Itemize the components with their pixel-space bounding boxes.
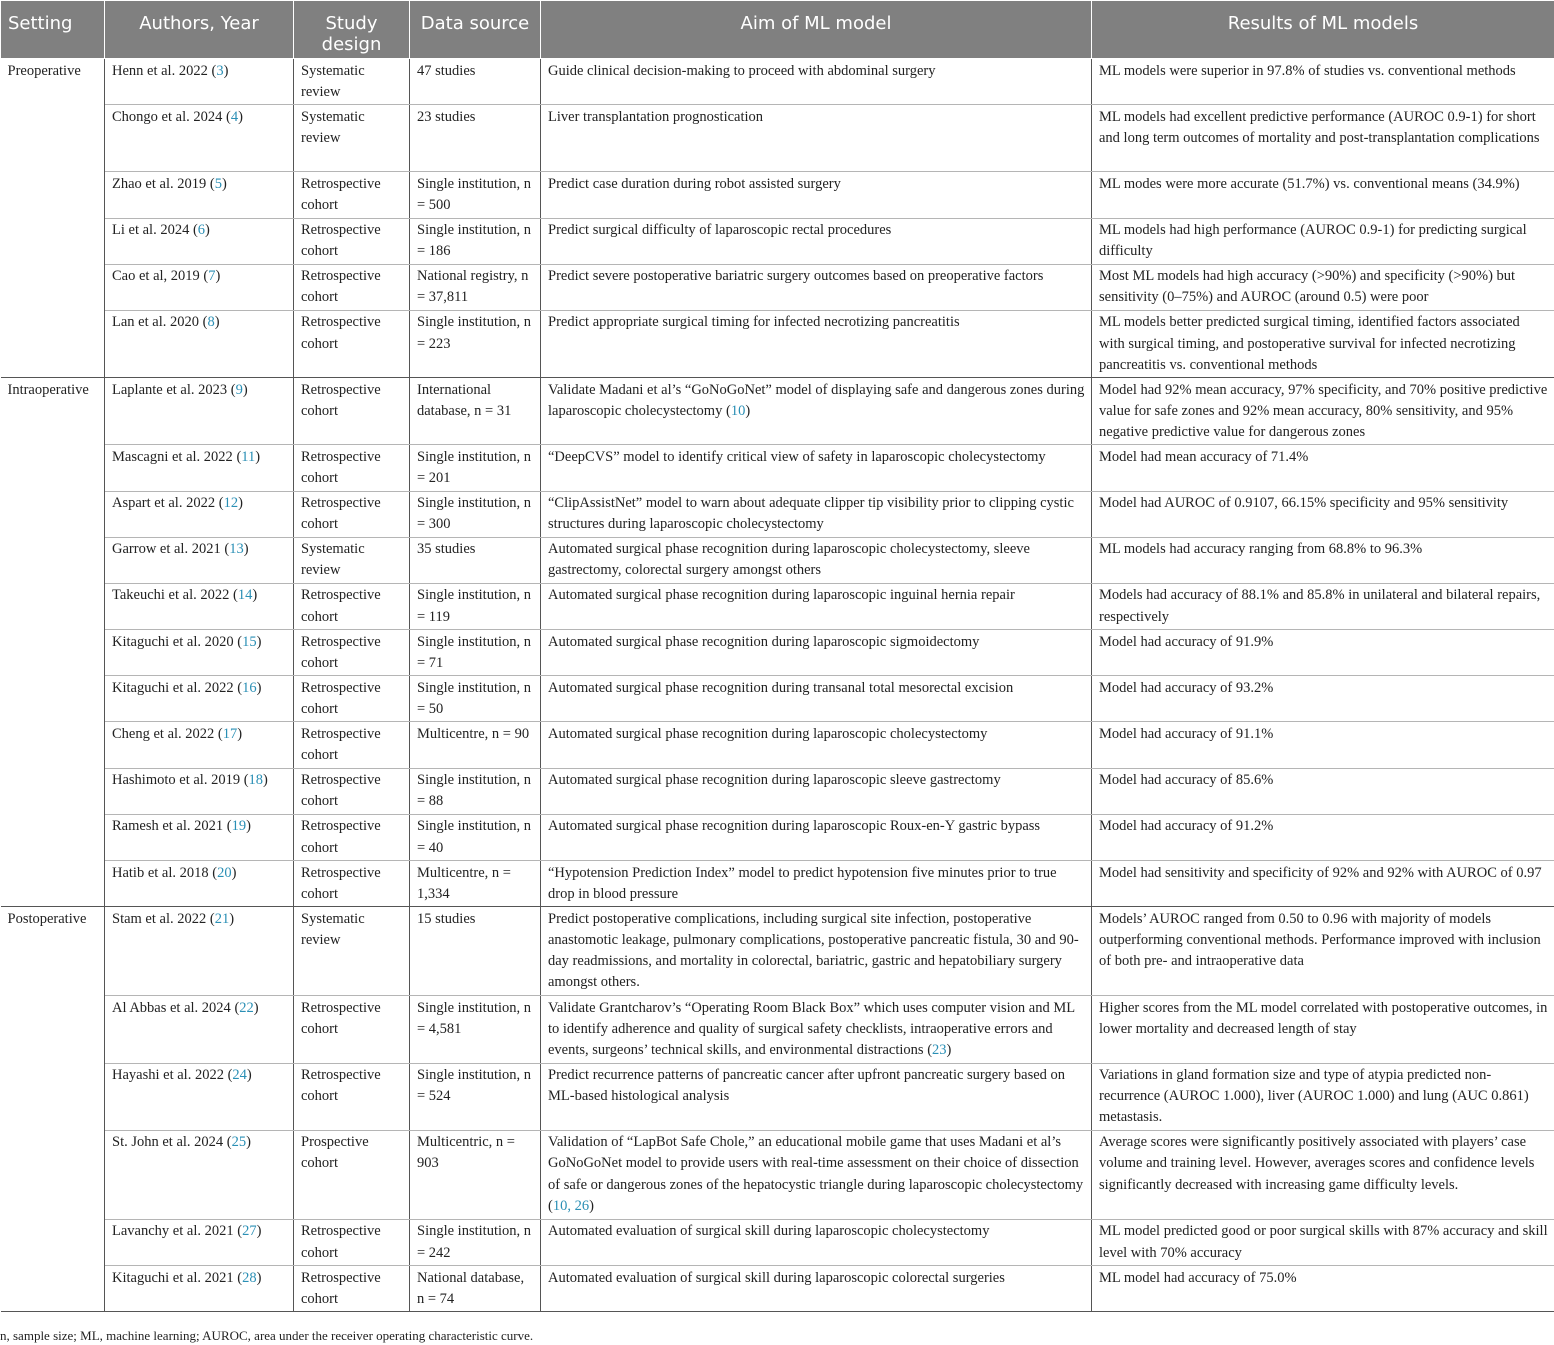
study-design-cell — [294, 264, 410, 310]
aim-text: Validate Grantcharov’s “Operating Room Black Box” which uses computer vision and ML to identify adherence and quality of surgical safety checklists, intraoperative errors and events, surgeons’ technical skills, and environmental distractions — [548, 999, 1075, 1059]
author-text: St. John et al. 2024 — [112, 1134, 224, 1151]
reference-link[interactable]: 9 — [235, 381, 243, 398]
data-source-cell — [410, 1219, 541, 1265]
table-row — [1, 583, 1554, 629]
aim-text: Validation of “LapBot Safe Chole,” an educational mobile game that uses Madani et al’s GoNoGoNet model to provide users with real-time assessment on their choice of dissection of safe or dangerous zones of the hepatocystic triangle during laparoscopic cholecystectomy — [548, 1134, 1084, 1193]
reference-link[interactable]: 3 — [216, 62, 224, 79]
aim-text: Automated surgical phase recognition during laparoscopic cholecystectomy — [548, 725, 988, 742]
authors-cell: Al Abbas et al. 2024 (22) — [105, 996, 294, 1063]
authors-cell: Kitaguchi et al. 2022 (16) — [105, 676, 294, 722]
table-row — [1, 861, 1554, 907]
data-source-text: Single institution, n = 50 — [417, 679, 531, 717]
study-design-text: Systematic review — [301, 910, 365, 948]
study-design-text: Retrospective cohort — [301, 495, 381, 533]
table-row — [1, 768, 1554, 814]
authors-cell: Lavanchy et al. 2021 (27) — [105, 1219, 294, 1265]
reference-link[interactable]: 27 — [242, 1223, 257, 1240]
authors-cell: Kitaguchi et al. 2021 (28) — [105, 1266, 294, 1312]
reference-link[interactable]: 25 — [231, 1134, 247, 1151]
reference-link[interactable]: 7 — [208, 268, 216, 285]
results-text: Model had accuracy of 91.2% — [1099, 818, 1274, 835]
author-text: Cao et al, 2019 — [112, 268, 200, 285]
study-design-text: Retrospective cohort — [301, 381, 381, 419]
data-source-cell — [410, 583, 541, 629]
aim-text: Predict case duration during robot assisted surgery — [548, 175, 841, 192]
study-design-cell — [294, 378, 410, 445]
results-text: Models had accuracy of 88.1% and 85.8% in unilateral and bilateral repairs, respectively — [1099, 587, 1541, 625]
aim-text: Automated surgical phase recognition during transanal total mesorectal excision — [548, 679, 1014, 696]
aim-cell — [541, 445, 1092, 491]
data-source-cell — [410, 676, 541, 722]
results-cell — [1092, 264, 1554, 310]
results-text: Average scores were significantly positively associated with players’ case volume and training level. However, averages scores and confidence levels significantly decreased with increasing game difficulty levels. — [1099, 1134, 1535, 1193]
table-body — [1, 59, 1554, 1312]
author-text: Stam et al. 2022 — [112, 910, 207, 927]
study-design-cell — [294, 583, 410, 629]
setting-cell — [1, 378, 105, 907]
aim-text: Guide clinical decision-making to proceed with abdominal surgery — [548, 62, 936, 79]
data-source-cell — [410, 814, 541, 860]
author-text: Chongo et al. 2024 — [112, 108, 223, 125]
author-text: Takeuchi et al. 2022 — [112, 587, 230, 604]
aim-cell — [541, 310, 1092, 377]
results-text: Model had accuracy of 93.2% — [1099, 679, 1274, 696]
author-text: Hayashi et al. 2022 — [112, 1067, 224, 1084]
aim-reference-link[interactable]: 10, 26 — [552, 1197, 590, 1214]
data-source-text: Multicentre, n = 1,334 — [417, 864, 511, 902]
study-design-text: Retrospective cohort — [301, 772, 381, 810]
setting-label: Postoperative — [7, 910, 87, 927]
data-source-cell — [410, 861, 541, 907]
results-cell — [1092, 768, 1554, 814]
data-source-text: National database, n = 74 — [417, 1269, 525, 1307]
data-source-cell — [410, 491, 541, 537]
authors-cell: Hatib et al. 2018 (20) — [105, 861, 294, 907]
results-cell — [1092, 907, 1554, 996]
reference-link[interactable]: 18 — [248, 772, 264, 789]
author-text: Li et al. 2024 — [112, 222, 190, 239]
reference-link[interactable]: 5 — [214, 175, 222, 192]
aim-text: Validate Madani et al’s “GoNoGoNet” model of displaying safe and dangerous zones during laparoscopic cholecystectomy — [548, 381, 1085, 419]
aim-text: Automated surgical phase recognition during laparoscopic inguinal hernia repair — [548, 587, 1015, 604]
aim-cell — [541, 630, 1092, 676]
authors-cell: Lan et al. 2020 (8) — [105, 310, 294, 377]
data-source-text: Single institution, n = 223 — [417, 314, 531, 352]
study-design-cell — [294, 907, 410, 996]
aim-cell — [541, 105, 1092, 172]
aim-reference-link[interactable]: 23 — [932, 1042, 947, 1059]
data-source-text: International database, n = 31 — [417, 381, 512, 419]
results-cell — [1092, 814, 1554, 860]
aim-text: Automated surgical phase recognition during laparoscopic sigmoidectomy — [548, 633, 980, 650]
table-row — [1, 996, 1554, 1063]
authors-cell: Hashimoto et al. 2019 (18) — [105, 768, 294, 814]
authors-cell: Chongo et al. 2024 (4) — [105, 105, 294, 172]
results-text: ML models were superior in 97.8% of studies vs. conventional methods — [1099, 62, 1516, 79]
reference-link[interactable]: 11 — [241, 448, 256, 465]
aim-text: Predict postoperative complications, including surgical site infection, postoperative anastomotic leakage, pulmonary complications, postoperative pancreatic fistula, 30 and 90-day readmissions, and mortality in colorectal, bariatric, gastric and hepatobiliary surgery amongst others. — [548, 910, 1079, 991]
authors-cell: Li et al. 2024 (6) — [105, 218, 294, 264]
table-row — [1, 676, 1554, 722]
aim-text: “Hypotension Prediction Index” model to predict hypotension five minutes prior to true drop in blood pressure — [548, 864, 1057, 902]
setting-cell — [1, 59, 105, 378]
col-header-aim: Aim of ML model — [541, 1, 1092, 59]
reference-link[interactable]: 24 — [232, 1067, 247, 1084]
table-row — [1, 907, 1554, 996]
reference-link[interactable]: 15 — [242, 633, 257, 650]
study-design-text: Retrospective cohort — [301, 314, 381, 352]
reference-link[interactable]: 20 — [217, 864, 232, 881]
authors-cell: Stam et al. 2022 (21) — [105, 907, 294, 996]
aim-text: Automated evaluation of surgical skill during laparoscopic colorectal surgeries — [548, 1269, 1005, 1286]
table-header — [1, 1, 1554, 59]
results-cell — [1092, 1266, 1554, 1312]
data-source-cell — [410, 59, 541, 105]
table-row — [1, 1130, 1554, 1219]
reference-link[interactable]: 4 — [230, 108, 239, 125]
study-design-cell — [294, 1063, 410, 1130]
aim-cell — [541, 907, 1092, 996]
results-cell — [1092, 1130, 1554, 1219]
study-design-cell — [294, 676, 410, 722]
aim-text: Predict severe postoperative bariatric surgery outcomes based on preoperative factors — [548, 268, 1044, 285]
study-design-cell — [294, 996, 410, 1063]
reference-link[interactable]: 12 — [223, 495, 239, 511]
data-source-cell — [410, 105, 541, 172]
reference-link[interactable]: 21 — [214, 910, 230, 927]
data-source-cell — [410, 218, 541, 264]
results-text: ML models better predicted surgical timing, identified factors associated with surgical timing, and postoperative survival for infected necrotizing pancreatitis vs. conventional methods — [1099, 314, 1520, 373]
study-design-cell — [294, 1130, 410, 1219]
aim-text: Predict appropriate surgical timing for infected necrotizing pancreatitis — [548, 314, 960, 331]
results-text: Variations in gland formation size and type of atypia predicted non-recurrence (AUROC 1.000), liver (AUROC 1.000) and lung (AUC 0.861) metastasis. — [1099, 1067, 1529, 1126]
aim-cell — [541, 583, 1092, 629]
study-design-text: Retrospective cohort — [301, 268, 381, 306]
author-text: Kitaguchi et al. 2020 — [112, 633, 234, 650]
data-source-cell — [410, 907, 541, 996]
table-row — [1, 537, 1554, 583]
author-text: Mascagni et al. 2022 — [112, 448, 233, 465]
col-header-study-design: Study design — [294, 1, 410, 59]
data-source-cell — [410, 722, 541, 768]
results-text: Model had accuracy of 91.1% — [1099, 725, 1274, 742]
aim-cell — [541, 814, 1092, 860]
study-design-text: Prospective cohort — [301, 1134, 369, 1172]
table-row — [1, 218, 1554, 264]
table-row — [1, 310, 1554, 377]
results-cell — [1092, 583, 1554, 629]
data-source-cell — [410, 378, 541, 445]
results-cell — [1092, 172, 1554, 218]
results-text: ML models had accuracy ranging from 68.8% to 96.3% — [1099, 541, 1423, 558]
table-row — [1, 1063, 1554, 1130]
study-design-cell — [294, 310, 410, 377]
results-text: ML models had excellent predictive performance (AUROC 0.9-1) for short and long term outcomes of mortality and post-transplantation complications — [1099, 108, 1540, 146]
aim-text: Automated surgical phase recognition during laparoscopic sleeve gastrectomy — [548, 772, 1001, 789]
study-design-text: Systematic review — [301, 108, 365, 146]
data-source-text: Single institution, n = 242 — [417, 1223, 531, 1261]
author-text: Kitaguchi et al. 2022 — [112, 679, 234, 696]
results-text: Model had 92% mean accuracy, 97% specificity, and 70% positive predictive value for safe zones and 92% mean accuracy, 80% sensitivity, and 95% negative predictive value for dangerous zones — [1099, 381, 1548, 441]
data-source-text: Single institution, n = 40 — [417, 818, 531, 856]
author-text: Hatib et al. 2018 — [112, 864, 209, 881]
data-source-text: 23 studies — [417, 108, 476, 125]
study-design-cell — [294, 105, 410, 172]
results-text: ML model had accuracy of 75.0% — [1099, 1269, 1297, 1286]
study-design-cell — [294, 491, 410, 537]
reference-link[interactable]: 19 — [231, 818, 247, 835]
aim-cell — [541, 537, 1092, 583]
study-design-cell — [294, 630, 410, 676]
reference-link[interactable]: 22 — [239, 999, 254, 1016]
data-source-text: Single institution, n = 71 — [417, 633, 531, 671]
aim-cell — [541, 1219, 1092, 1265]
data-source-cell — [410, 630, 541, 676]
data-source-text: Single institution, n = 186 — [417, 222, 531, 260]
results-text: Higher scores from the ML model correlated with postoperative outcomes, in lower mortality and decreased length of stay — [1099, 999, 1548, 1038]
table-row — [1, 105, 1554, 172]
aim-cell — [541, 722, 1092, 768]
data-source-text: Single institution, n = 4,581 — [417, 999, 531, 1038]
aim-reference-link[interactable]: 10 — [730, 402, 746, 419]
results-cell — [1092, 378, 1554, 445]
results-cell — [1092, 537, 1554, 583]
aim-cell — [541, 861, 1092, 907]
table-footnote: n, sample size; ML, machine learning; AUROC, area under the receiver operating characteristic curve. — [0, 1328, 534, 1343]
results-text: Most ML models had high accuracy (>90%) and specificity (>90%) but sensitivity (0–75%) and AUROC (around 0.5) were poor — [1099, 268, 1516, 306]
data-source-text: National registry, n = 37,811 — [417, 268, 529, 306]
authors-cell: Mascagni et al. 2022 (11) — [105, 445, 294, 491]
reference-link[interactable]: 13 — [229, 541, 244, 558]
results-text: Model had sensitivity and specificity of 92% and 92% with AUROC of 0.97 — [1099, 864, 1542, 881]
table-row — [1, 378, 1554, 445]
results-text: ML models had high performance (AUROC 0.9-1) for predicting surgical difficulty — [1099, 222, 1527, 260]
study-design-text: Retrospective cohort — [301, 725, 381, 764]
results-text: Model had AUROC of 0.9107, 66.15% specificity and 95% sensitivity — [1099, 495, 1509, 511]
author-text: Kitaguchi et al. 2021 — [112, 1269, 234, 1286]
study-design-text: Retrospective cohort — [301, 633, 381, 671]
results-cell — [1092, 861, 1554, 907]
study-design-cell — [294, 722, 410, 768]
table-row — [1, 264, 1554, 310]
data-source-text: Single institution, n = 500 — [417, 175, 531, 214]
study-design-text: Systematic review — [301, 541, 365, 579]
table-row — [1, 445, 1554, 491]
aim-cell — [541, 1063, 1092, 1130]
results-text: Models’ AUROC ranged from 0.50 to 0.96 with majority of models outperforming conventional methods. Performance improved with inclusion of both pre- and intraoperative data — [1099, 910, 1541, 970]
authors-cell: Hayashi et al. 2022 (24) — [105, 1063, 294, 1130]
aim-text: Predict recurrence patterns of pancreatic cancer after upfront pancreatic surgery based on ML-based histological analysis — [548, 1067, 1066, 1105]
study-design-cell — [294, 861, 410, 907]
authors-cell: Ramesh et al. 2021 (19) — [105, 814, 294, 860]
author-text: Al Abbas et al. 2024 — [112, 999, 231, 1016]
aim-cell — [541, 676, 1092, 722]
data-source-text: Single institution, n = 524 — [417, 1067, 531, 1105]
aim-cell: Validation of “LapBot Safe Chole,” an educational mobile game that uses Madani et al’s GoNoGoNet model to provide users with real-time assessment on their choice of dissection of safe or dangerous zones of the hepatocystic triangle during laparoscopic cholecystectomy (10, 26) — [541, 1130, 1092, 1219]
results-cell — [1092, 218, 1554, 264]
reference-link[interactable]: 16 — [242, 679, 257, 696]
aim-cell: Validate Grantcharov’s “Operating Room Black Box” which uses computer vision and ML to identify adherence and quality of surgical safety checklists, intraoperative errors and events, surgeons’ technical skills, and environmental distractions (23) — [541, 996, 1092, 1063]
table-row — [1, 1219, 1554, 1265]
aim-text: Liver transplantation prognostication — [548, 108, 764, 125]
data-source-text: 35 studies — [417, 541, 476, 558]
study-design-cell — [294, 172, 410, 218]
study-design-cell — [294, 1266, 410, 1312]
author-text: Lan et al. 2020 — [112, 314, 199, 331]
results-cell — [1092, 996, 1554, 1063]
results-cell — [1092, 630, 1554, 676]
data-source-text: Single institution, n = 300 — [417, 495, 531, 533]
aim-text: “DeepCVS” model to identify critical view of safety in laparoscopic cholecystectomy — [548, 448, 1046, 465]
table-row — [1, 814, 1554, 860]
study-design-text: Retrospective cohort — [301, 1223, 381, 1261]
table-row — [1, 1266, 1554, 1312]
results-cell — [1092, 445, 1554, 491]
results-cell — [1092, 722, 1554, 768]
data-source-cell — [410, 768, 541, 814]
study-design-text: Systematic review — [301, 62, 365, 100]
study-design-cell — [294, 445, 410, 491]
author-text: Henn et al. 2022 — [112, 62, 208, 79]
data-source-cell — [410, 537, 541, 583]
reference-link[interactable]: 17 — [222, 725, 238, 742]
table-row — [1, 491, 1554, 537]
results-text: ML model predicted good or poor surgical skills with 87% accuracy and skill level with 70% accuracy — [1099, 1223, 1548, 1261]
table-row — [1, 59, 1554, 105]
author-text: Cheng et al. 2022 — [112, 725, 215, 742]
reference-link[interactable]: 28 — [242, 1269, 257, 1286]
study-design-cell — [294, 59, 410, 105]
data-source-cell — [410, 310, 541, 377]
data-source-text: Single institution, n = 119 — [417, 587, 531, 625]
authors-cell: Cheng et al. 2022 (17) — [105, 722, 294, 768]
author-text: Hashimoto et al. 2019 — [112, 772, 241, 789]
aim-cell — [541, 264, 1092, 310]
aim-cell — [541, 59, 1092, 105]
data-source-text: Single institution, n = 88 — [417, 772, 531, 810]
authors-cell: Henn et al. 2022 (3) — [105, 59, 294, 105]
aim-cell — [541, 1266, 1092, 1312]
results-text: Model had accuracy of 91.9% — [1099, 633, 1274, 650]
aim-text: Automated evaluation of surgical skill during laparoscopic cholecystectomy — [548, 1223, 990, 1240]
data-source-cell — [410, 1063, 541, 1130]
results-text: Model had accuracy of 85.6% — [1099, 772, 1274, 789]
data-source-cell — [410, 1266, 541, 1312]
table-row — [1, 630, 1554, 676]
study-design-cell — [294, 768, 410, 814]
authors-cell: Kitaguchi et al. 2020 (15) — [105, 630, 294, 676]
author-text: Garrow et al. 2021 — [112, 541, 221, 558]
reference-link[interactable]: 6 — [197, 222, 206, 239]
setting-label: Preoperative — [7, 62, 81, 79]
data-source-text: Single institution, n = 201 — [417, 448, 531, 487]
author-text: Laplante et al. 2023 — [112, 381, 228, 398]
aim-text: Predict surgical difficulty of laparoscopic rectal procedures — [548, 222, 892, 239]
col-header-authors: Authors, Year — [105, 1, 294, 59]
aim-cell — [541, 491, 1092, 537]
author-text: Lavanchy et al. 2021 — [112, 1223, 234, 1240]
col-header-results: Results of ML models — [1092, 1, 1554, 59]
study-design-text: Retrospective cohort — [301, 222, 381, 260]
table-row — [1, 722, 1554, 768]
study-design-cell — [294, 218, 410, 264]
setting-label: Intraoperative — [7, 381, 89, 398]
results-cell — [1092, 59, 1554, 105]
aim-cell — [541, 218, 1092, 264]
col-header-data-source: Data source — [410, 1, 541, 59]
authors-cell: Zhao et al. 2019 (5) — [105, 172, 294, 218]
study-design-text: Retrospective cohort — [301, 1067, 381, 1105]
study-design-cell — [294, 814, 410, 860]
authors-cell: Laplante et al. 2023 (9) — [105, 378, 294, 445]
aim-text: “ClipAssistNet” model to warn about adequate clipper tip visibility prior to clipping cystic structures during laparoscopic cholecystectomy — [548, 495, 1074, 533]
col-header-setting: Setting — [1, 1, 105, 59]
study-design-text: Retrospective cohort — [301, 679, 381, 717]
authors-cell: Cao et al, 2019 (7) — [105, 264, 294, 310]
aim-text: Automated surgical phase recognition during laparoscopic Roux-en-Y gastric bypass — [548, 818, 1041, 835]
results-cell — [1092, 676, 1554, 722]
study-design-text: Retrospective cohort — [301, 448, 381, 487]
results-cell — [1092, 310, 1554, 377]
results-cell — [1092, 491, 1554, 537]
table-row — [1, 172, 1554, 218]
study-design-text: Retrospective cohort — [301, 175, 381, 214]
data-source-cell — [410, 445, 541, 491]
author-text: Ramesh et al. 2021 — [112, 818, 224, 835]
results-text: Model had mean accuracy of 71.4% — [1099, 448, 1309, 465]
study-design-text: Retrospective cohort — [301, 587, 381, 625]
reference-link[interactable]: 14 — [237, 587, 253, 604]
data-source-cell — [410, 1130, 541, 1219]
author-text: Zhao et al. 2019 — [112, 175, 207, 192]
data-source-cell — [410, 996, 541, 1063]
data-source-cell — [410, 264, 541, 310]
data-source-text: Multicentre, n = 90 — [417, 725, 530, 742]
study-design-cell — [294, 1219, 410, 1265]
results-cell — [1092, 105, 1554, 172]
authors-cell: St. John et al. 2024 (25) — [105, 1130, 294, 1219]
study-design-text: Retrospective cohort — [301, 999, 381, 1038]
aim-cell: Validate Madani et al’s “GoNoGoNet” model of displaying safe and dangerous zones during laparoscopic cholecystectomy (10) — [541, 378, 1092, 445]
aim-cell — [541, 768, 1092, 814]
data-source-text: Multicentric, n = 903 — [417, 1134, 515, 1172]
aim-text: Automated surgical phase recognition during laparoscopic cholecystectomy, sleeve gastrectomy, colorectal surgery amongst others — [548, 541, 1030, 579]
authors-cell: Aspart et al. 2022 (12) — [105, 491, 294, 537]
data-source-cell — [410, 172, 541, 218]
setting-cell — [1, 907, 105, 1312]
study-design-text: Retrospective cohort — [301, 818, 381, 856]
reference-link[interactable]: 8 — [207, 314, 215, 331]
authors-cell: Takeuchi et al. 2022 (14) — [105, 583, 294, 629]
data-source-text: 15 studies — [417, 910, 476, 927]
study-design-text: Retrospective cohort — [301, 1269, 381, 1307]
results-text: ML modes were more accurate (51.7%) vs. conventional means (34.9%) — [1099, 175, 1520, 192]
results-cell — [1092, 1219, 1554, 1265]
study-design-cell — [294, 537, 410, 583]
study-design-text: Retrospective cohort — [301, 864, 381, 902]
authors-cell: Garrow et al. 2021 (13) — [105, 537, 294, 583]
data-source-text: 47 studies — [417, 62, 476, 79]
results-cell — [1092, 1063, 1554, 1130]
aim-cell — [541, 172, 1092, 218]
author-text: Aspart et al. 2022 — [112, 495, 216, 511]
